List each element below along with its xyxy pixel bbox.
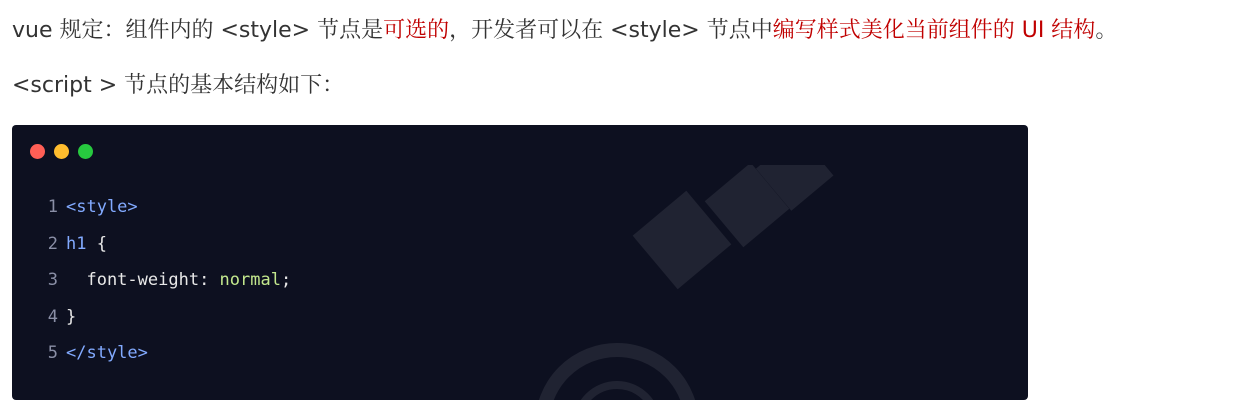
code-token: h1 [66, 233, 87, 254]
code-token: </style> [66, 343, 148, 363]
code-token: font-weight [66, 270, 200, 290]
code-token: normal [219, 270, 281, 290]
intro-text-2: ，开发者可以在 <style> 节点中 [449, 18, 773, 43]
watermark-logo [527, 165, 867, 400]
line-number: 4 [47, 306, 58, 327]
code-line [12, 341, 291, 378]
code-token: : [199, 270, 220, 290]
code-token: <style> [66, 197, 138, 217]
code-line [12, 232, 291, 269]
code-line [12, 195, 291, 232]
code-line [12, 305, 291, 342]
code-block [12, 125, 1028, 400]
code-line [12, 268, 291, 305]
code-token: ; [280, 270, 292, 290]
code-token: } [66, 306, 77, 327]
line-number: 1 [47, 197, 58, 217]
intro-paragraph [12, 16, 1117, 46]
line-number: 2 [47, 233, 58, 254]
window-controls [30, 144, 93, 159]
code-token: { [86, 233, 107, 254]
structure-paragraph: <script > 节点的基本结构如下： [12, 73, 345, 98]
minimize-dot-icon [54, 144, 69, 159]
intro-highlight-optional: 可选的 [383, 18, 450, 43]
code-content [12, 195, 291, 378]
intro-text-1: vue 规定：组件内的 <style> 节点是 [12, 18, 384, 43]
line-number: 5 [47, 343, 58, 363]
line-number: 3 [47, 270, 58, 290]
maximize-dot-icon [78, 144, 93, 159]
intro-highlight-style-purpose: 编写样式美化当前组件的 UI 结构 [772, 18, 1096, 43]
intro-text-3: 。 [1095, 18, 1118, 43]
close-dot-icon [30, 144, 45, 159]
